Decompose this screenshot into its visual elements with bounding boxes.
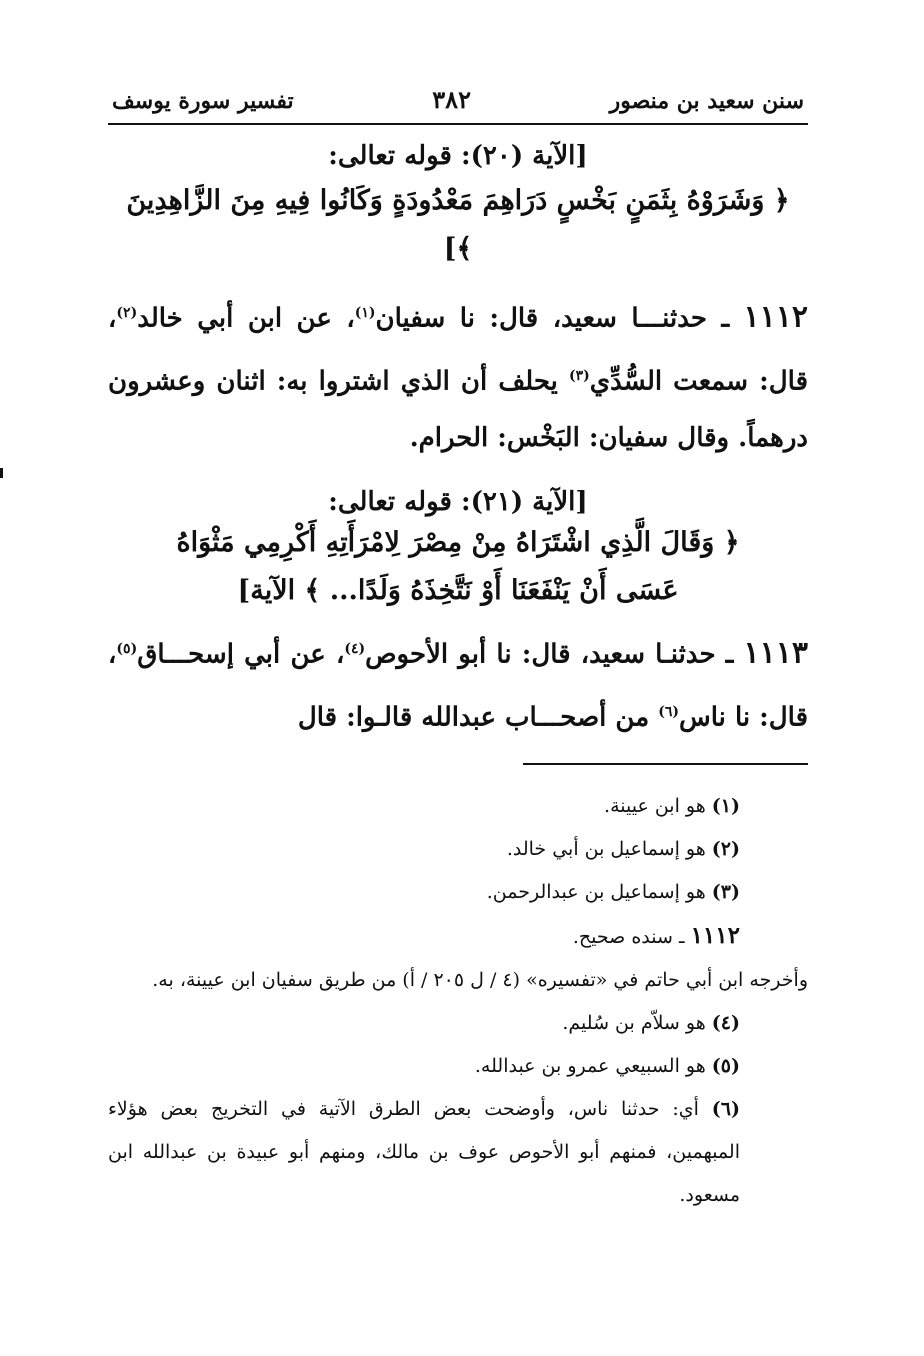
hadith-1113	[108, 621, 808, 746]
hadith-text: ، عن ابن أبي خالد	[137, 303, 355, 334]
footnote-text: ـ سنده صحيح.	[572, 925, 691, 948]
hadith-number: ١١١٢	[743, 299, 808, 335]
page-number: ٣٨٢	[432, 85, 471, 114]
footnote-text: هو السبيعي عمرو بن عبدالله.	[474, 1054, 712, 1077]
hadith-text: ، عن أبي إسحـــاق	[137, 639, 345, 670]
footnote-text: أي: حدثنا ناس، وأوضحت بعض الطرق الآتية في التخريج بعض هؤلاء المبهمين، فمنهم أبو الأحوص عوف بن مالك، ومنهم أبو عبيدة بن عبدالله ابن مسعود.	[108, 1097, 740, 1206]
page-edge-mark	[0, 468, 3, 478]
footnote-1112-continued: وأخرجه ابن أبي حاتم في «تفسيره» (٤ / ل ٢٠٥ / أ) من طريق سفيان ابن عيينة، به.	[152, 968, 808, 991]
footnote-text: هو سلاّم بن سُليم.	[562, 1011, 712, 1034]
footnote-text: هو إسماعيل بن عبدالرحمن.	[486, 880, 712, 903]
footnote-number: (٦)	[711, 1097, 740, 1120]
hadith-text: يحلف أن الذي اشتروا به: اثنان وعشرون درهماً. وقال سفيان: البَخْس: الحرام.	[108, 366, 808, 454]
hadith-dash: ـ	[715, 639, 744, 670]
footnote-ref: (٤)	[344, 641, 366, 658]
hadith-text: حدثنـــا سعيد، قال: نا سفيان	[375, 303, 707, 334]
hadith-text: حدثنـا سعيد، قال: نا أبو الأحوص	[365, 639, 716, 670]
footnote-6	[108, 1088, 808, 1217]
footnote-ref: (٣)	[568, 367, 590, 384]
hadith-1112	[108, 285, 808, 467]
footnote-separator	[523, 763, 808, 765]
footnote-number: ١١١٢	[690, 921, 740, 949]
footnote-number: (٤)	[711, 1011, 740, 1034]
footnote-5	[108, 1045, 808, 1088]
section-title: تفسير سورة يوسف	[112, 88, 294, 114]
footnote-2	[108, 828, 808, 871]
hadith-dash: ـ	[706, 303, 744, 334]
verse-20-text: ﴿ وَشَرَوْهُ بِثَمَنٍ بَخْسٍ دَرَاهِمَ مَعْدُودَةٍ وَكَانُوا فِيهِ مِنَ الزَّاهِدِينَ ﴾]	[126, 185, 790, 264]
verse-21-heading: [الآية (٢١): قوله تعالى:	[328, 487, 588, 518]
book-page	[108, 85, 808, 1315]
hadith-number: ١١١٣	[743, 635, 808, 671]
footnote-ref: (١)	[354, 305, 376, 321]
running-header	[108, 85, 808, 125]
verse-20-heading: [الآية (٢٠): قوله تعالى:	[328, 141, 588, 171]
footnote-1112	[108, 914, 808, 959]
footnote-text: هو إسماعيل بن أبي خالد.	[506, 837, 712, 860]
footnote-number: (٥)	[711, 1054, 740, 1077]
footnote-number: (٣)	[711, 880, 740, 903]
hadith-text: من أصحـــاب عبدالله قالـوا: قال	[297, 702, 659, 733]
verse-21-line-2: عَسَى أَنْ يَنْفَعَنَا أَوْ نَتَّخِذَهُ وَلَدًا... ﴾ الآية]	[237, 575, 679, 607]
hadith-text: ، قال: نا ناس	[108, 639, 808, 733]
footnote-1	[108, 785, 808, 828]
footnote-ref: (٥)	[116, 641, 138, 658]
footnote-ref: (٦)	[658, 703, 679, 720]
footnote-number: (١)	[711, 794, 740, 817]
footnote-3	[108, 871, 808, 914]
footnote-ref: (٢)	[116, 305, 138, 321]
verse-21-line-1: ﴿ وَقَالَ الَّذِي اشْتَرَاهُ مِنْ مِصْرَ لِامْرَأَتِهِ أَكْرِمِي مَثْوَاهُ	[176, 527, 740, 559]
footnote-4	[108, 1002, 808, 1045]
footnote-number: (٢)	[711, 837, 740, 860]
footnotes	[108, 785, 808, 1217]
footnote-text: هو ابن عيينة.	[604, 794, 712, 817]
hadith-text: ، قال: سمعت السُّدِّي	[108, 303, 808, 397]
book-title: سنن سعيد بن منصور	[609, 88, 804, 114]
